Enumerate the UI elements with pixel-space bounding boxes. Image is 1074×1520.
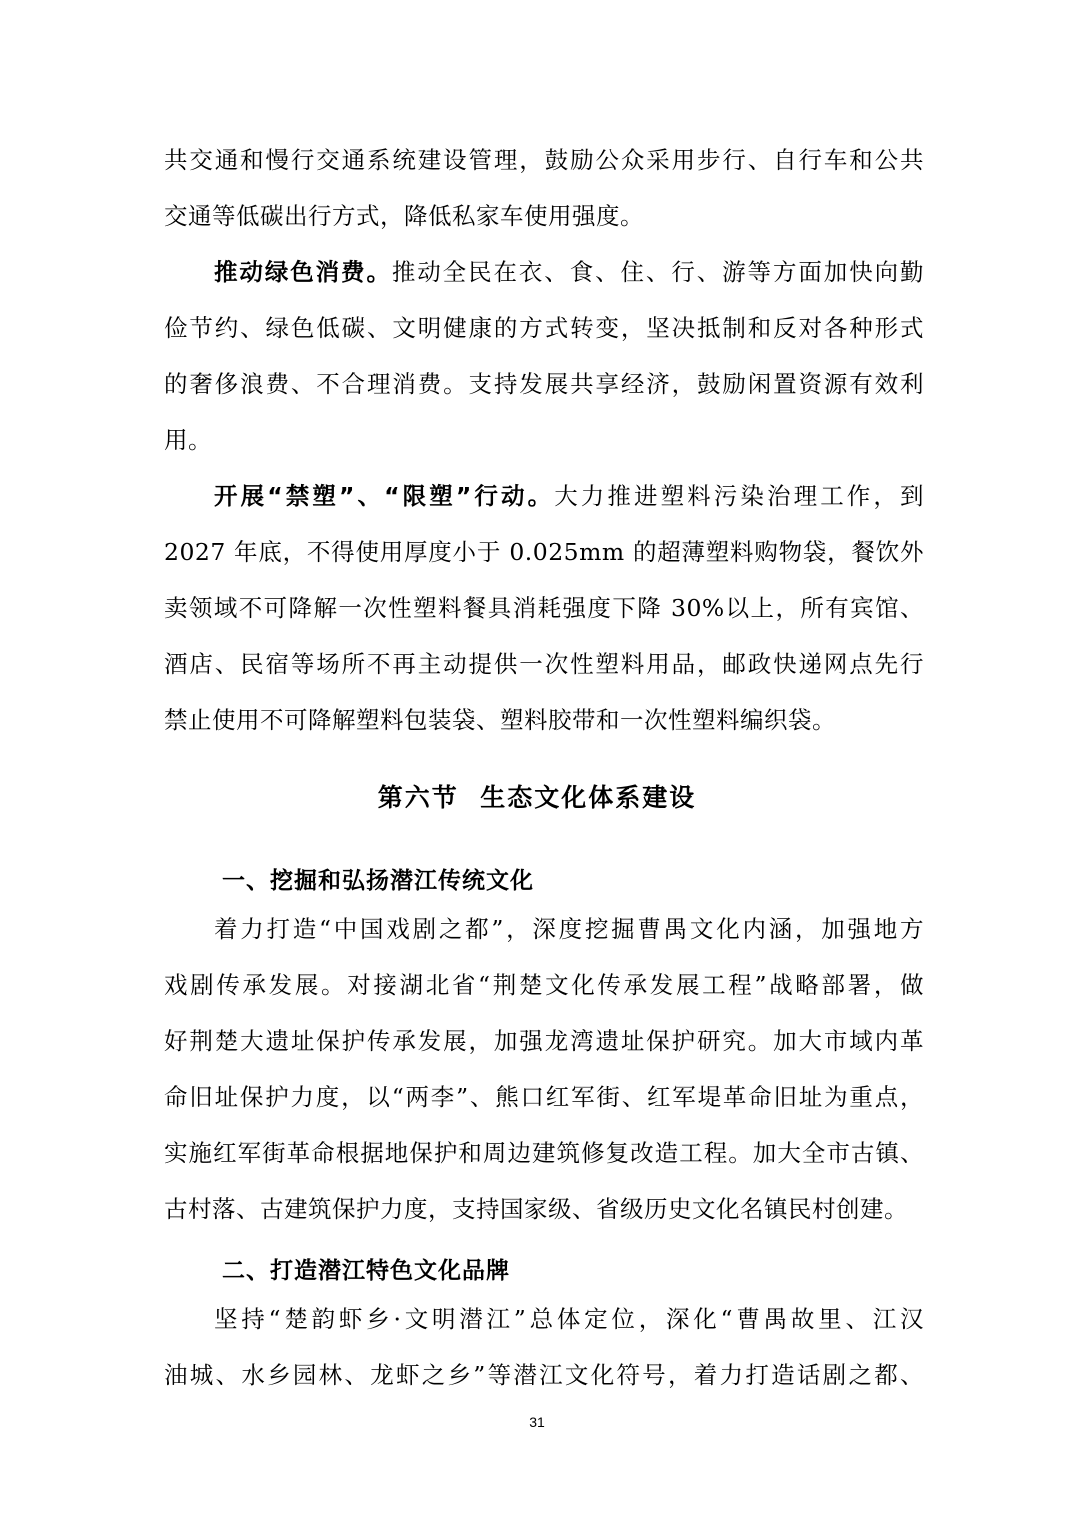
paragraph-line: 坚持“楚韵虾乡·文明潜江”总体定位，深化“曹禺故里、江汉 [214, 1305, 924, 1333]
paragraph-line: 古村落、古建筑保护力度，支持国家级、省级历史文化名镇民村创建。 [164, 1195, 908, 1223]
paragraph-line: 2027 年底，不得使用厚度小于 0.025mm 的超薄塑料购物袋，餐饮外 [164, 538, 924, 566]
subsection-heading: 二、打造潜江特色文化品牌 [222, 1258, 510, 1284]
paragraph-line [214, 257, 924, 287]
subsection-heading: 一、挖掘和弘扬潜江传统文化 [222, 868, 534, 894]
paragraph-lead: 开展“禁塑”、“限塑”行动。 [214, 482, 555, 510]
paragraph-line: 实施红军街革命根据地保护和周边建筑修复改造工程。加大全市古镇、 [164, 1139, 924, 1167]
paragraph-line: 用。 [164, 426, 212, 454]
page-number: 31 [529, 1414, 545, 1430]
paragraph-line: 交通等低碳出行方式，降低私家车使用强度。 [164, 202, 644, 230]
paragraph-text: 推动全民在衣、食、住、行、游等方面加快向勤 [391, 258, 925, 286]
paragraph-line: 共交通和慢行交通系统建设管理，鼓励公众采用步行、自行车和公共 [164, 146, 924, 174]
section-title: 第六节 生态文化体系建设 [377, 783, 697, 812]
paragraph-line: 俭节约、绿色低碳、文明健康的方式转变，坚决抵制和反对各种形式 [164, 314, 924, 342]
paragraph-line: 戏剧传承发展。对接湖北省“荆楚文化传承发展工程”战略部署，做 [164, 971, 924, 999]
paragraph-line: 好荆楚大遗址保护传承发展，加强龙湾遗址保护研究。加大市域内革 [164, 1027, 924, 1055]
paragraph-line: 的奢侈浪费、不合理消费。支持发展共享经济，鼓励闲置资源有效利 [164, 370, 924, 398]
paragraph-line: 着力打造“中国戏剧之都”，深度挖掘曹禺文化内涵，加强地方 [214, 915, 924, 943]
paragraph-lead: 推动绿色消费。 [214, 258, 392, 286]
paragraph-line: 油城、水乡园林、龙虾之乡”等潜江文化符号，着力打造话剧之都、 [164, 1361, 924, 1389]
paragraph-line: 禁止使用不可降解塑料包装袋、塑料胶带和一次性塑料编织袋。 [164, 706, 836, 734]
paragraph-text: 大力推进塑料污染治理工作，到 [554, 482, 925, 510]
paragraph-line: 命旧址保护力度，以“两李”、熊口红军街、红军堤革命旧址为重点， [164, 1083, 924, 1111]
paragraph-line: 卖领域不可降解一次性塑料餐具消耗强度下降 30%以上，所有宾馆、 [164, 594, 924, 622]
paragraph-line: 酒店、民宿等场所不再主动提供一次性塑料用品，邮政快递网点先行 [164, 650, 924, 678]
paragraph-line [214, 481, 924, 511]
